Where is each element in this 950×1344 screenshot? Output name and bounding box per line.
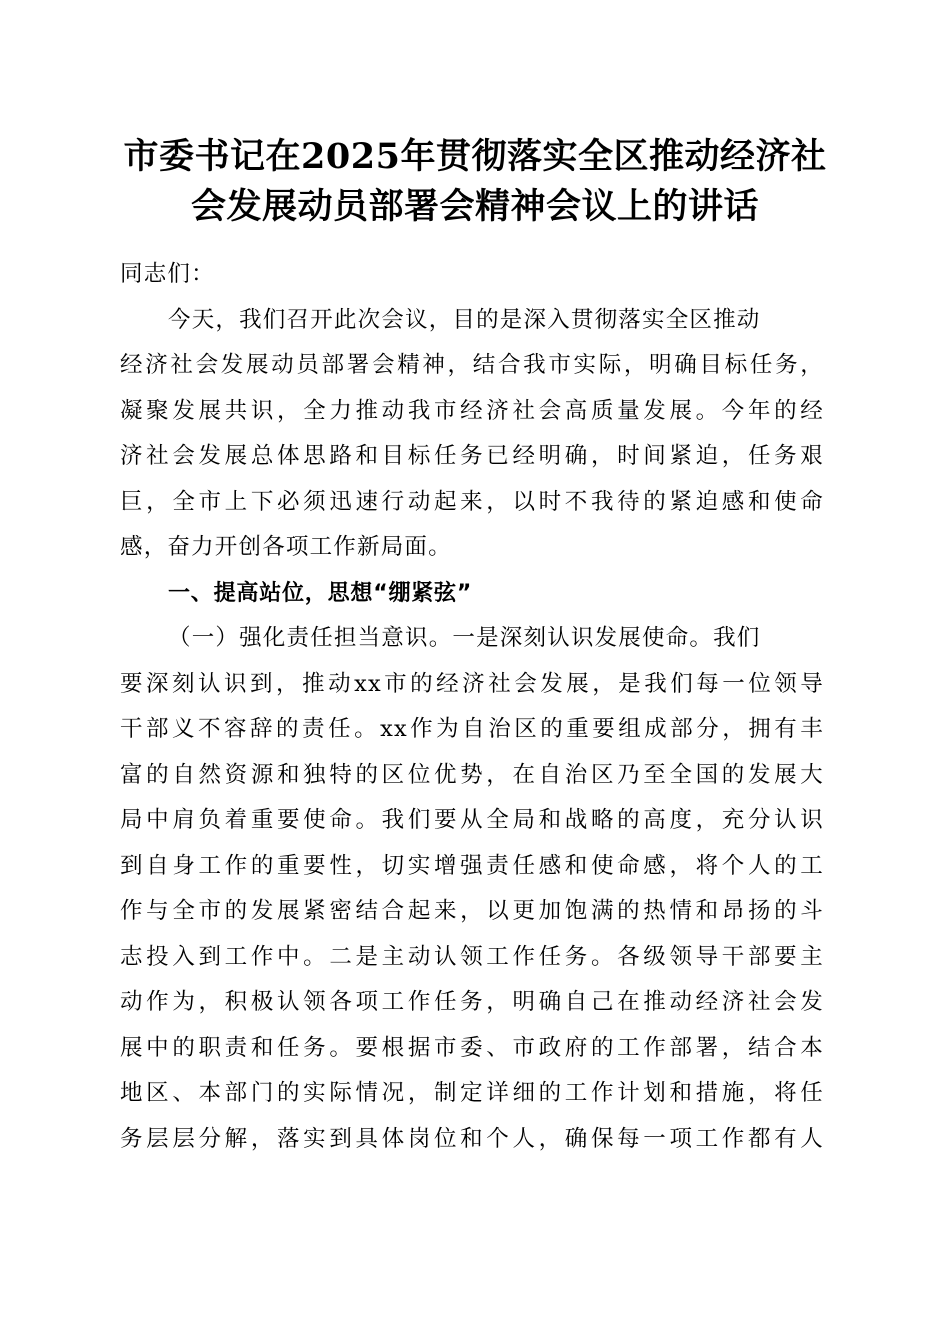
paragraph-line: 今天，我们召开此次会议，目的是深入贯彻落实全区推动 xyxy=(168,306,761,333)
paragraph-line: 巨，全市上下必须迅速行动起来，以时不我待的紧迫感和使命 xyxy=(120,488,824,515)
paragraph-line: 局中肩负着重要使命。我们要从全局和战略的高度，充分认识 xyxy=(120,807,824,833)
section-heading: 一、提高站位，思想“绷紧弦” xyxy=(168,580,473,606)
paragraph-line: 展中的职责和任务。要根据市委、市政府的工作部署，结合本 xyxy=(120,1034,824,1061)
paragraph-line: 务层层分解，落实到具体岗位和个人，确保每一项工作都有人 xyxy=(120,1125,824,1152)
document-body xyxy=(120,252,840,1162)
paragraph-line: 要深刻认识到，推动xx市的经济社会发展，是我们每一位领导 xyxy=(120,670,824,697)
paragraph-line: 志投入到工作中。二是主动认领工作任务。各级领导干部要主 xyxy=(120,943,824,970)
paragraph-line: （一）强化责任担当意识。一是深刻认识发展使命。我们 xyxy=(168,625,761,651)
paragraph-line: 凝聚发展共识，全力推动我市经济社会高质量发展。今年的经 xyxy=(120,397,824,424)
paragraph-line: 干部义不容辞的责任。xx作为自治区的重要组成部分，拥有丰 xyxy=(120,716,824,742)
title-line-1: 市委书记在2025年贯彻落实全区推动经济社 xyxy=(123,136,827,177)
paragraph-line: 富的自然资源和独特的区位优势，在自治区乃至全国的发展大 xyxy=(120,761,824,788)
paragraph-line: 作与全市的发展紧密结合起来，以更加饱满的热情和昂扬的斗 xyxy=(120,898,824,924)
paragraph-line: 济社会发展总体思路和目标任务已经明确，时间紧迫，任务艰 xyxy=(120,443,824,469)
paragraph-line: 经济社会发展动员部署会精神，结合我市实际，明确目标任务， xyxy=(120,352,824,378)
title-line-2: 会发展动员部署会精神会议上的讲话 xyxy=(190,186,759,227)
paragraph-line: 到自身工作的重要性，切实增强责任感和使命感，将个人的工 xyxy=(120,852,824,879)
document-title xyxy=(100,132,850,232)
paragraph-line: 感，奋力开创各项工作新局面。 xyxy=(120,534,452,560)
salutation: 同志们： xyxy=(120,261,215,287)
paragraph-line: 动作为，积极认领各项工作任务，明确自己在推动经济社会发 xyxy=(120,989,824,1015)
paragraph-line: 地区、本部门的实际情况，制定详细的工作计划和措施，将任 xyxy=(120,1080,824,1106)
